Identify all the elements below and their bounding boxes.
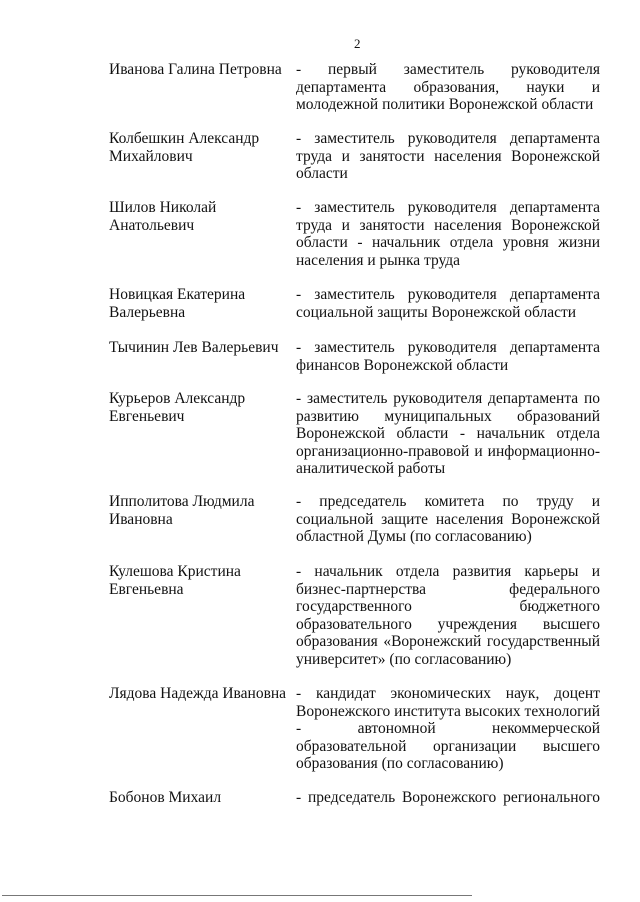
name-line: Лядова Надежда Ивановна (109, 685, 287, 702)
member-role (296, 563, 600, 669)
role-line: государственного бюджетного (296, 598, 600, 616)
member-role (296, 199, 600, 269)
role-line: университет» (по согласованию) (296, 650, 512, 668)
role-line: организационно-правовой и информационно- (296, 442, 600, 460)
bottom-rule (2, 895, 472, 896)
name-line: Кулешова Кристина (109, 563, 241, 580)
role-line: - председатель Воронежского регионального (296, 789, 600, 806)
page-number: 2 (354, 36, 361, 51)
member-name (109, 130, 289, 165)
role-line: - заместитель руководителя департамента по (296, 390, 600, 407)
member-role (296, 339, 600, 374)
role-line: труда и занятости населения Воронежской (296, 216, 600, 234)
role-line: - заместитель руководителя департамента (296, 199, 600, 216)
member-name (109, 339, 289, 357)
member-name (109, 789, 289, 807)
name-line: Иванова Галина Петровна (109, 61, 282, 78)
role-line: социальной защиты Воронежской области (296, 303, 577, 321)
role-line: образования (по согласованию) (296, 755, 504, 773)
role-line: - заместитель руководителя департамента (296, 339, 600, 356)
role-line: населения и рынка труда (296, 251, 461, 269)
name-line: Анатольевич (109, 216, 195, 234)
member-name (109, 685, 289, 703)
name-line: Евгеньевич (109, 407, 185, 425)
member-name (109, 493, 289, 528)
member-name (109, 390, 289, 425)
role-line: - кандидат экономических наук, доцент (296, 685, 600, 702)
role-line: финансов Воронежской области (296, 356, 509, 374)
member-role (296, 286, 600, 321)
name-line: Новицкая Екатерина (109, 286, 246, 303)
name-line: Курьеров Александр (109, 390, 246, 407)
member-role (296, 789, 600, 807)
role-line: образовательной организации высшего (296, 737, 600, 755)
role-line: - председатель комитета по труду и (296, 493, 600, 510)
name-line: Ивановна (109, 510, 173, 528)
role-line: области (296, 165, 348, 183)
name-line: Бобонов Михаил (109, 789, 222, 806)
member-role (296, 61, 600, 114)
member-name (109, 199, 289, 234)
name-line: Шилов Николай (109, 199, 217, 216)
member-name (109, 286, 289, 321)
member-name (109, 563, 289, 598)
role-line: областной Думы (по согласованию) (296, 528, 532, 546)
role-line: социальной защите населения Воронежской (296, 510, 600, 528)
member-role (296, 390, 600, 478)
member-role (296, 685, 600, 773)
name-line: Ипполитова Людмила (109, 493, 255, 510)
role-line: развитию муниципальных образований (296, 407, 600, 425)
name-line: Колбешкин Александр (109, 130, 260, 147)
role-line: - автономной некоммерческой (296, 720, 600, 738)
role-line: молодежной политики Воронежской области (296, 96, 594, 114)
member-name (109, 61, 289, 79)
member-role (296, 493, 600, 546)
member-role (296, 130, 600, 183)
name-line: Тычинин Лев Валерьевич (109, 339, 279, 356)
role-line: - заместитель руководителя департамента (296, 130, 600, 147)
role-line: труда и занятости населения Воронежской (296, 147, 600, 165)
role-line: образовательного учреждения высшего (296, 615, 600, 633)
name-line: Евгеньевна (109, 580, 184, 598)
name-line: Михайлович (109, 147, 193, 165)
role-line: аналитической работы (296, 460, 446, 478)
name-line: Валерьевна (109, 303, 186, 321)
role-line: департамента образования, науки и (296, 78, 600, 96)
role-line: области - начальник отдела уровня жизни (296, 234, 600, 252)
role-line: бизнес-партнерства федерального (296, 580, 600, 598)
role-line: Воронежской области - начальник отдела (296, 425, 600, 443)
role-line: - начальник отдела развития карьеры и (296, 563, 600, 580)
role-line: - заместитель руководителя департамента (296, 286, 600, 303)
role-line: Воронежского института высоких технологий (296, 702, 601, 720)
role-line: - первый заместитель руководителя (296, 61, 600, 78)
role-line: образования «Воронежский государственный (296, 633, 600, 651)
